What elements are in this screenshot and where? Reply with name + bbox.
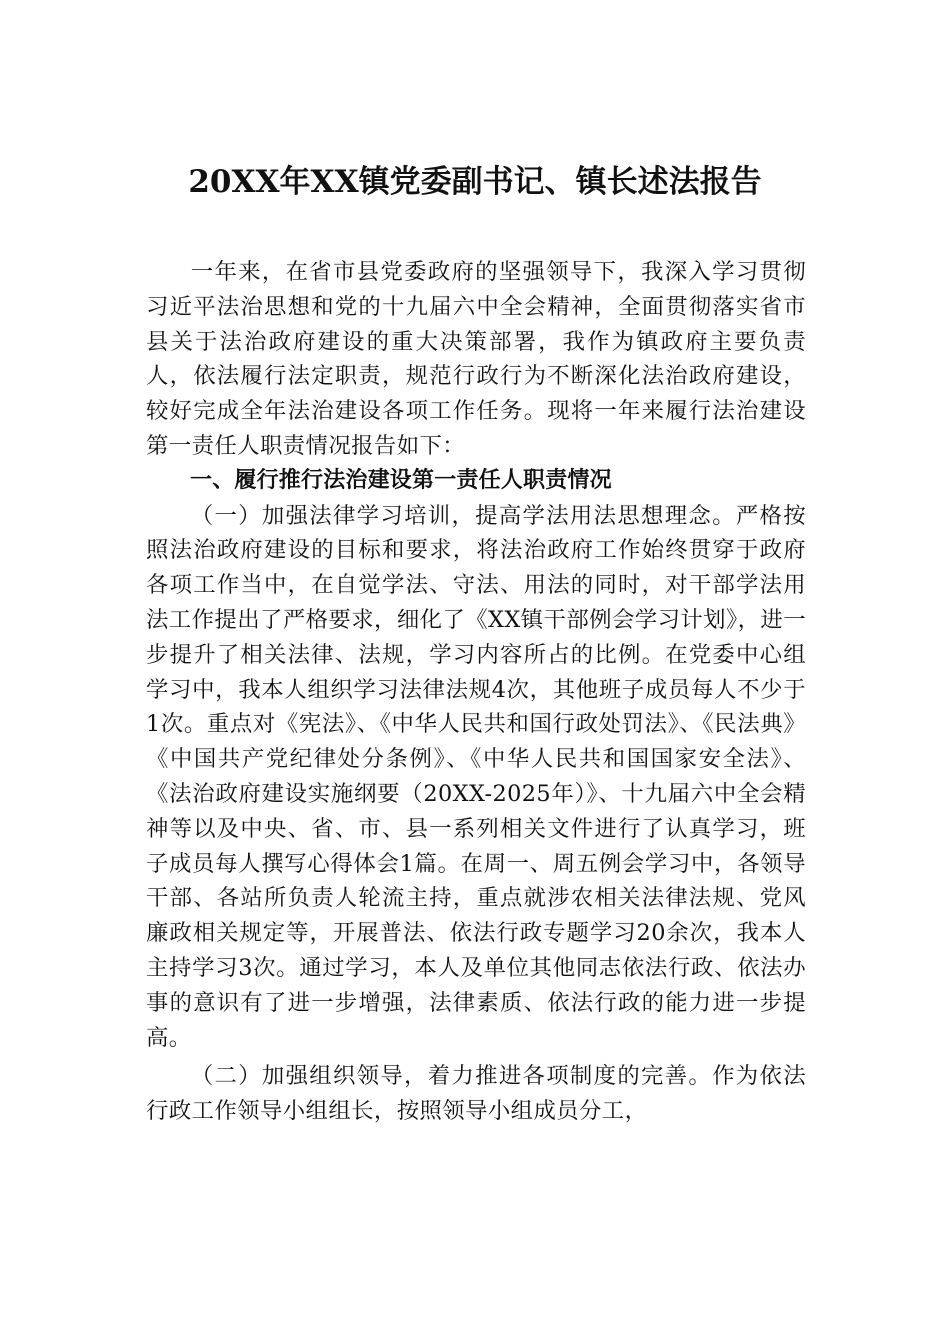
paragraph-1: [146, 499, 806, 1056]
document-body: [146, 255, 806, 1129]
paragraph-2: [146, 1059, 806, 1129]
section-heading-1: 一、履行推行法治建设第一责任人职责情况: [190, 467, 612, 493]
paragraph-2-lead: （二）加强组织领导，着力推进各项制度的完善。: [190, 1063, 713, 1090]
paragraph-2-body: 作为依法行政工作领导小组组长，按照领导小组成员分工，: [146, 1063, 806, 1125]
paragraph-1-body: 严格按照法治政府建设的目标和要求，将法治政府工作始终贯穿于政府各项工作当中，在自觉学法、守法、用法的同时，对干部学法用法工作提出了严格要求，细化了《XX镇干部例会学习计划》，进一步提升了相关法律、法规，学习内容所占的比例。在党委中心组学习中，我本人组织学习法律法规4次，其他班子成员每人不少于1次。重点对《宪法》、《中华人民共和国行政处罚法》、《民法典》《中国共产党纪律处分条例》、《中华人民共和国国家安全法》、《法治政府建设实施纲要（20XX-2025年）》、十九届六中全会精神等以及中央、省、市、县一系列相关文件进行了认真学习，班子成员每人撰写心得体会1篇。在周一、周五例会学习中，各领导干部、各站所负责人轮流主持，重点就涉农相关法律法规、党风廉政相关规定等，开展普法、依法行政专题学习20余次，我本人主持学习3次。通过学习，本人及单位其他同志依法行政、依法办事的意识有了进一步增强，法律素质、依法行政的能力进一步提高。: [146, 502, 806, 1051]
page-title: 20XX年XX镇党委副书记、镇长述法报告: [188, 164, 762, 200]
intro-paragraph: 一年来，在省市县党委政府的坚强领导下，我深入学习贯彻习近平法治思想和党的十九届六中全会精神，全面贯彻落实省市县关于法治政府建设的重大决策部署，我作为镇政府主要负责人，依法履行法定职责，规范行政行为不断深化法治政府建设，较好完成全年法治建设各项工作任务。现将一年来履行法治建设第一责任人职责情况报告如下：: [146, 259, 806, 459]
paragraph-1-lead: （一）加强法律学习培训，提高学法用法思想理念。: [190, 502, 736, 529]
